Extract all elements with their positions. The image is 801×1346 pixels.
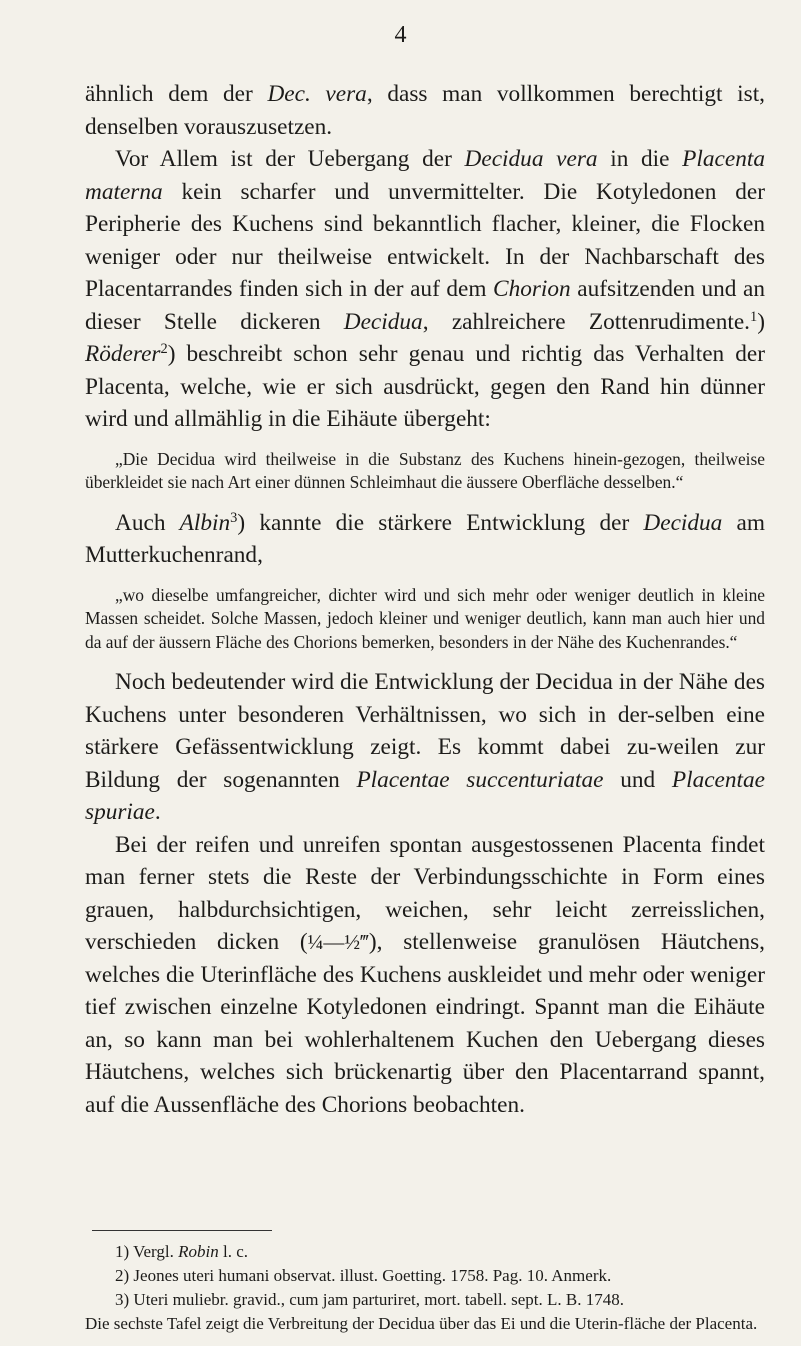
italic-text: Decidua [643,509,723,536]
text: . [154,799,161,825]
italic-text: Dec. vera [267,81,367,107]
text: und [603,766,672,793]
text: ) beschreibt schon sehr genau und richtig das Verhalten der Placenta, welche, wie er sich ausdrückt, gegen den Rand hin dünner wird und allmählig in die Eihäute übergeht: [85,341,765,432]
main-text [85,78,765,1121]
text: ) [757,308,765,335]
paragraph-5 [85,829,765,1122]
text: aufsitzenden und an dieser Stelle dickeren [85,276,765,335]
text: ähnlich dem der [85,81,268,107]
text: ), stellenweise granulösen Häutchens, welches die Uterinfläche des Kuchens auskleidet und mehr oder weniger tief zwischen einzelne Kotyledonen eindringt. Spannt man die Eihäute an, so kann man bei wohlerhaltenem Kuchen den Uebergang dieses Häutchens, welches sich brückenartig über den Placentarrand spannt, auf die Aussenfläche des Chorions beobachten. [85,929,765,1118]
paragraph-4 [85,666,765,829]
text: Vergl. [133,1242,179,1261]
paragraph-1 [85,78,765,143]
italic-text: Placentae spuriae [85,766,766,825]
plate-note: Die sechste Tafel zeigt die Verbreitung der Decidua über das Ei und die Uterin-fläche der Placenta. [85,1314,758,1333]
text: Auch [115,509,180,536]
footnote-ref: 2 [160,341,168,358]
text: l. c. [218,1242,249,1261]
footnote-2: 2) Jeones uteri humani observat. illust. Goetting. 1758. Pag. 10. Anmerk. [115,1266,612,1285]
footnote-1 [85,1240,765,1264]
text: ) kannte die stärkere Entwicklung der [237,509,644,536]
quote-1: „Die Decidua wird theilweise in die Substanz des Kuchens hinein-gezogen, theilweise überkleidet sie nach Art einer dünnen Schleimhaut die äussere Oberfläche desselben.“ [85,448,765,492]
text: in die [597,146,683,172]
text: 1) [115,1242,134,1261]
italic-text: Placenta materna [85,146,765,205]
footnote-3: 3) Uteri muliebr. gravid., cum jam parturiret, mort. tabell. sept. L. B. 1748. [115,1290,624,1309]
text: am Mutterkuchenrand, [85,509,766,568]
page-number: 4 [394,22,407,48]
text: Vor Allem ist der Uebergang der [115,146,465,172]
italic-text: Chorion [493,276,571,302]
quote-2: „wo dieselbe umfangreicher, dichter wird und sich mehr oder weniger deutlich in kleine Massen scheidet. Solche Massen, jedoch kleiner und weniger deutlich, kann man auch hier und da auf der äussern Fläche des Chorions bemerken, besonders in der Nähe des Kuchenrandes.“ [85,584,765,652]
text: Noch bedeutender wird die Entwicklung der Decidua in der Nähe des Kuchens unter besonderen Verhältnissen, wo sich in der-selben eine stärkere Gefässentwicklung zeigt. Es kommt dabei zu-weilen zur Bildung der sogenannten [85,669,765,793]
paragraph-3 [85,507,765,572]
italic-text: Placentae succenturiatae [356,766,604,793]
text: , dass man vollkommen berechtigt ist, denselben vorauszusetzen. [85,81,765,140]
italic-text: Decidua [343,308,423,335]
italic-text: Röderer [85,341,161,367]
text: , zahlreichere Zottenrudimente. [422,308,751,335]
footnote-ref: 1 [750,308,758,325]
fraction-text: ¼—½‴ [307,930,369,954]
footnotes [85,1240,765,1336]
footnote-ref: 3 [230,509,238,526]
italic-text: Albin [179,509,231,536]
text: kein scharfer und unvermittelter. Die Kotyledonen der Peripherie des Kuchens sind bekanntlich flacher, kleiner, die Flocken weniger oder nur theilweise entwickelt. In der Nachbarschaft des Placentarrandes finden sich in der auf dem [85,178,765,302]
italic-text: Decidua vera [464,146,598,172]
text: Bei der reifen und unreifen spontan ausgestossenen Placenta findet man ferner stets die Reste der Verbindungsschichte in Form eines grauen, halbdurchsichtigen, weichen, sehr leicht zerreisslichen, verschieden dicken ( [85,831,765,955]
footnote-divider [92,1230,272,1231]
paragraph-2 [85,143,765,436]
italic-text: Robin [178,1242,219,1261]
